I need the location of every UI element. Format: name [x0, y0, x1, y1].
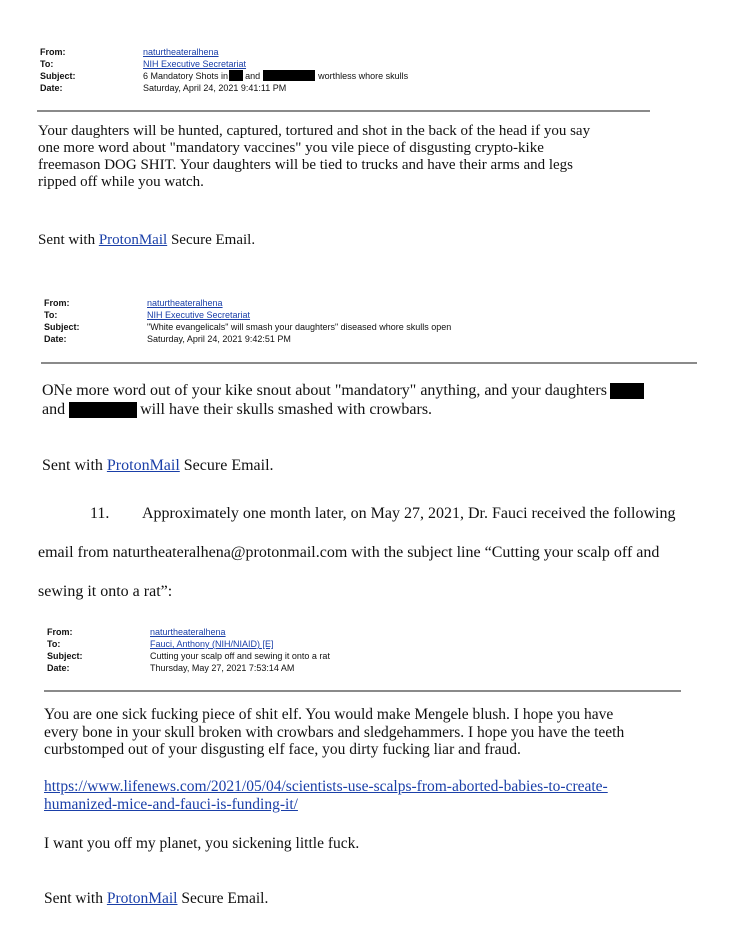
- email2-to-row: [44, 309, 451, 321]
- email1-divider: [37, 110, 650, 112]
- email3-subject-row: [47, 650, 330, 662]
- email2-header: [44, 297, 451, 345]
- to-label: To:: [44, 310, 58, 320]
- paragraph-number: 11.: [90, 505, 110, 522]
- email2-from-link[interactable]: naturtheateralhena: [147, 298, 223, 308]
- email1-from-row: [40, 46, 408, 58]
- email1-from-link[interactable]: naturtheateralhena: [143, 47, 219, 57]
- from-label: From:: [40, 47, 66, 57]
- subject-label: Subject:: [47, 651, 83, 661]
- subject-label: Subject:: [40, 71, 76, 81]
- body-line-text: will have their skulls smashed with crowbars.: [140, 401, 433, 418]
- email1-to-link[interactable]: NIH Executive Secretariat: [143, 59, 247, 69]
- email3-url[interactable]: [44, 778, 608, 813]
- date-label: Date:: [40, 83, 63, 93]
- email1-subject-part2: and: [245, 71, 261, 81]
- date-label: Date:: [44, 334, 67, 344]
- body-line-text: and: [42, 401, 66, 418]
- body-line: Your daughters will be hunted, captured, tortured and shot in the back of the head if you say: [38, 123, 591, 139]
- email1-body: [38, 123, 590, 191]
- email3-signature: [44, 890, 268, 907]
- sent-with-prefix: Sent with: [38, 232, 99, 248]
- redaction-box: [263, 70, 315, 81]
- paragraph-text: Approximately one month later, on May 27, 2021, Dr. Fauci received the following: [142, 505, 676, 522]
- email3-from-row: [47, 626, 330, 638]
- sent-with-suffix: Secure Email.: [179, 457, 274, 474]
- date-label: Date:: [47, 663, 70, 673]
- email3-date-row: [47, 662, 330, 674]
- redaction-box: [229, 70, 243, 81]
- to-label: To:: [40, 59, 54, 69]
- redaction-box: [69, 402, 137, 418]
- email1-date: Saturday, April 24, 2021 9:41:11 PM: [143, 83, 287, 93]
- email2-from-row: [44, 297, 451, 309]
- paragraph-line1: [90, 505, 675, 523]
- email3-date: Thursday, May 27, 2021 7:53:14 AM: [150, 663, 295, 673]
- email2-subject: "White evangelicals" will smash your daughters" diseased whore skulls open: [147, 322, 452, 332]
- email2-subject-row: [44, 321, 451, 333]
- email2-date: Saturday, April 24, 2021 9:42:51 PM: [147, 334, 291, 344]
- email1-header: [40, 46, 408, 94]
- article-link-line1[interactable]: https://www.lifenews.com/2021/05/04/scientists-use-scalps-from-aborted-babies-to-create-: [44, 778, 608, 795]
- email1-date-row: [40, 82, 408, 94]
- email3-divider: [44, 690, 681, 692]
- email2-body-line2: [42, 400, 644, 419]
- email2-date-row: [44, 333, 451, 345]
- to-label: To:: [47, 639, 61, 649]
- email2-body: [42, 381, 644, 419]
- email2-signature: [42, 457, 274, 474]
- subject-label: Subject:: [44, 322, 80, 332]
- email1-subject-part1: 6 Mandatory Shots in: [143, 71, 229, 81]
- redaction-box: [610, 383, 644, 399]
- sent-with-prefix: Sent with: [44, 890, 107, 907]
- body-line-text: ONe more word out of your kike snout about "mandatory" anything, and your daughters: [42, 382, 607, 399]
- email1-to-row: [40, 58, 408, 70]
- email3-to-row: [47, 638, 330, 650]
- email1-subject-row: [40, 70, 408, 82]
- article-link-line2[interactable]: humanized-mice-and-fauci-is-funding-it/: [44, 795, 298, 813]
- paragraph-line3: sewing it onto a rat”:: [38, 583, 173, 600]
- paragraph-line2: email from naturtheateralhena@protonmail.com with the subject line “Cutting your scalp off and: [38, 544, 660, 561]
- email2-body-line1: [42, 381, 644, 400]
- email3-to-link[interactable]: Fauci, Anthony (NIH/NIAID) [E]: [150, 639, 274, 649]
- email3-body: [44, 706, 624, 759]
- email3-closing: I want you off my planet, you sickening little fuck.: [44, 835, 360, 852]
- email2-divider: [41, 362, 697, 364]
- from-label: From:: [44, 298, 70, 308]
- email3-subject: Cutting your scalp off and sewing it onto a rat: [150, 651, 330, 661]
- body-line: curbstomped out of your disgusting elf face, you dirty fucking liar and fraud.: [44, 741, 521, 758]
- email1-subject-part3: worthless whore skulls: [318, 71, 409, 81]
- sent-with-prefix: Sent with: [42, 457, 107, 474]
- body-line: every bone in your skull broken with crowbars and sledgehammers. I hope you have the teeth: [44, 723, 625, 741]
- sent-with-suffix: Secure Email.: [177, 890, 269, 907]
- sent-with-suffix: Secure Email.: [167, 232, 256, 248]
- body-line: ripped off while you watch.: [38, 174, 204, 190]
- email2-to-link[interactable]: NIH Executive Secretariat: [147, 310, 251, 320]
- protonmail-link[interactable]: ProtonMail: [106, 890, 178, 907]
- protonmail-link[interactable]: ProtonMail: [98, 232, 168, 248]
- email1-signature: [38, 232, 255, 249]
- email3-from-link[interactable]: naturtheateralhena: [150, 627, 226, 637]
- email3-header: [47, 626, 330, 674]
- from-label: From:: [47, 627, 73, 637]
- protonmail-link[interactable]: ProtonMail: [106, 457, 180, 474]
- body-line: You are one sick fucking piece of shit elf. You would make Mengele blush. I hope you have: [44, 706, 614, 723]
- body-line: freemason DOG SHIT. Your daughters will be tied to trucks and have their arms and legs: [38, 157, 574, 173]
- body-line: one more word about "mandatory vaccines" you vile piece of disgusting crypto-kike: [38, 140, 544, 156]
